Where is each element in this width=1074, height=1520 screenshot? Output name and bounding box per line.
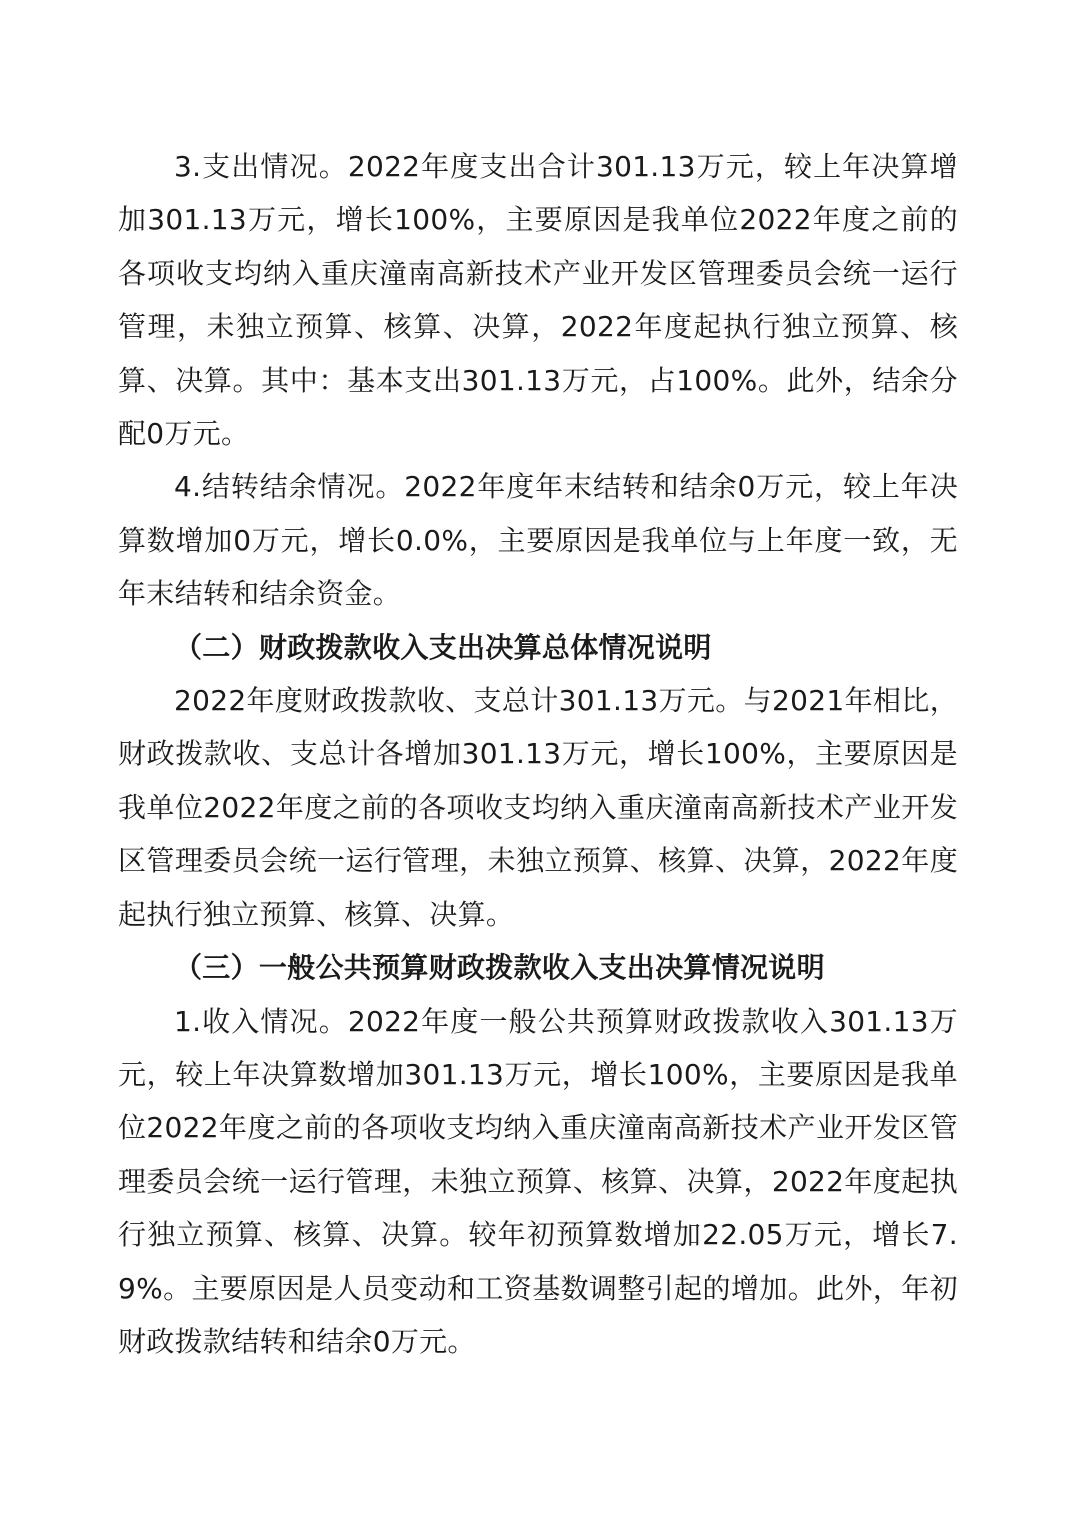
section-heading-2: （二）财政拨款收入支出决算总体情况说明 [174,630,712,664]
paragraph-expenditure: 3.支出情况。2022年度支出合计301.13万元，较上年决算增加301.13万元，增长100%，主要原因是我单位2022年度之前的各项收支均纳入重庆潼南高新技术产业开发区管理委员会统一运行管理，未独立预算、核算、决算，2022年度起执行独立预算、核算、决算。其中：基本支出301.13万元，占100%。此外，结余分配0万元。 [118,150,958,451]
document-body [118,140,958,1368]
paragraph-fiscal-total: 2022年度财政拨款收、支总计301.13万元。与2021年相比，财政拨款收、支总计各增加301.13万元，增长100%，主要原因是我单位2022年度之前的各项收支均纳入重庆潼南高新技术产业开发区管理委员会统一运行管理，未独立预算、核算、决算，2022年度起执行独立预算、核算、决算。 [118,684,958,931]
paragraph-income: 1.收入情况。2022年度一般公共预算财政拨款收入301.13万元，较上年决算数增加301.13万元，增长100%，主要原因是我单位2022年度之前的各项收支均纳入重庆潼南高新技术产业开发区管理委员会统一运行管理，未独立预算、核算、决算，2022年度起执行独立预算、核算、决算。较年初预算数增加22.05万元，增长7.9%。主要原因是人员变动和工资基数调整引起的增加。此外，年初财政拨款结转和结余0万元。 [118,1004,958,1358]
paragraph-carryover-balance: 4.结转结余情况。2022年度年末结转和结余0万元，较上年决算数增加0万元，增长0.0%，主要原因是我单位与上年度一致，无年末结转和结余资金。 [118,470,958,611]
section-heading-3: （三）一般公共预算财政拨款收入支出决算情况说明 [174,951,825,985]
